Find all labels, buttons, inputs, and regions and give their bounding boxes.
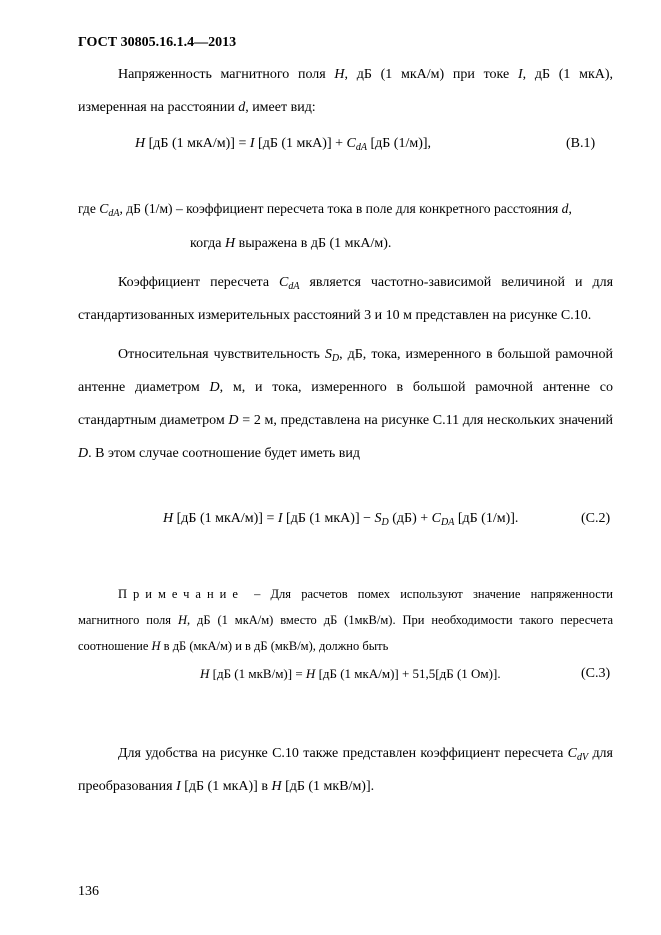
text: , дБ (1 мкА), измеренная на расстоянии	[78, 67, 614, 115]
var-d: D	[78, 446, 89, 461]
text: , дБ (1/м) – коэффициент пересчета тока в поле для конкретного расстояния	[119, 201, 562, 216]
text: [дБ (1 мкА/м)] =	[145, 136, 250, 151]
paragraph-sensitivity	[78, 338, 613, 470]
text: [дБ (1/м)].	[454, 511, 519, 526]
var-h: H	[305, 666, 316, 681]
text: [дБ (1 мкА/м)] =	[173, 511, 278, 526]
text: , м, и тока, измеренного в большой рамочной антенне со стандартным диаметром	[78, 380, 613, 428]
text: [дБ (1 мкА/м)] + 51,5[дБ (1 Ом)].	[315, 666, 501, 681]
var-c: C	[431, 511, 441, 526]
subscript: dA	[355, 142, 367, 153]
var-i: I	[517, 67, 523, 82]
subscript: dA	[108, 208, 120, 219]
page-number-text: 136	[78, 884, 99, 899]
text: когда	[190, 236, 225, 251]
var-c: C	[279, 275, 289, 290]
equation-c3	[200, 666, 501, 682]
subscript: D	[381, 517, 389, 528]
paragraph-field-strength	[78, 58, 613, 124]
equation-number-b1	[566, 136, 595, 152]
var-i: I	[176, 779, 181, 794]
text: ,	[568, 201, 572, 216]
var-c: C	[567, 746, 577, 761]
var-i: I	[249, 136, 255, 151]
text: [дБ (1 мкА)] −	[282, 511, 375, 526]
equation-c2	[163, 511, 518, 527]
var-h: H	[224, 236, 236, 251]
text: – Для расчетов помех используют значение напряженности магнитного поля	[78, 587, 613, 627]
equation-number: (С.3)	[581, 666, 611, 681]
equation-number-c2	[581, 511, 610, 527]
text: [дБ (1 мкВ/м)].	[281, 779, 375, 794]
where-line-2	[190, 236, 391, 252]
var-h: H	[334, 67, 345, 82]
text: является частотно-зависимой величиной и для стандартизованных измерительных расстояний 3 и 10 м представлен на рисунке С.10.	[78, 275, 614, 323]
equation-number-c3	[581, 666, 610, 682]
var-c: C	[346, 136, 356, 151]
subscript: D	[331, 353, 340, 364]
subscript: dV	[576, 752, 589, 763]
var-s: S	[374, 511, 382, 526]
text: Напряженность магнитного поля	[118, 67, 335, 82]
text: в дБ (мкА/м) и в дБ (мкВ/м), должно быть	[160, 639, 389, 653]
var-h: H	[177, 613, 187, 627]
text: Коэффициент пересчета	[118, 275, 280, 290]
var-d: d	[238, 100, 246, 115]
note-label: Примечание	[118, 587, 244, 601]
text: Для удобства на рисунке С.10 также представлен коэффициент пересчета	[118, 746, 568, 761]
var-d: D	[228, 413, 239, 428]
page-number	[78, 884, 99, 900]
text: для преобразования	[78, 746, 613, 794]
where-line-1	[78, 201, 572, 217]
equation-number: (С.2)	[581, 511, 611, 526]
text: , дБ (1 мкА/м) при токе	[344, 67, 518, 82]
text: [дБ (1 мкВ/м)] =	[209, 666, 306, 681]
var-h: H	[163, 511, 174, 526]
text: Относительная чувствительность	[118, 347, 325, 362]
var-d: d	[561, 201, 569, 216]
text: , дБ, тока, измеренного в большой рамочной антенне диаметром	[78, 347, 613, 395]
text: (дБ) +	[388, 511, 432, 526]
paragraph-coefficient	[78, 266, 613, 332]
var-h: H	[151, 639, 161, 653]
var-i: I	[277, 511, 283, 526]
doc-id: ГОСТ 30805.16.1.4—2013	[78, 35, 237, 50]
note-block	[78, 581, 613, 659]
text: выражена в дБ (1 мкА/м).	[235, 236, 392, 251]
equation-b1	[135, 136, 431, 152]
var-c: C	[99, 201, 109, 216]
text: [дБ (1/м)],	[366, 136, 432, 151]
text: , имеет вид:	[245, 100, 316, 115]
var-d: D	[209, 380, 220, 395]
text: = 2 м, представлена на рисунке С.11 для нескольких значений	[238, 413, 613, 428]
text: . В этом случае соотношение будет иметь вид	[88, 446, 360, 461]
subscript: DA	[440, 517, 455, 528]
paragraph-convenience	[78, 737, 613, 803]
var-h: H	[271, 779, 282, 794]
text: [дБ (1 мкА)] в	[180, 779, 272, 794]
var-s: S	[324, 347, 332, 362]
subscript: dA	[288, 281, 300, 292]
document-header	[78, 35, 236, 51]
equation-number: (В.1)	[566, 136, 596, 151]
text: , дБ (1 мкА/м) вместо дБ (1мкВ/м). При необходимости такого пересчета соотношение	[78, 613, 613, 653]
var-h: H	[200, 666, 210, 681]
text: где	[78, 201, 100, 216]
var-h: H	[135, 136, 146, 151]
text: [дБ (1 мкА)] +	[254, 136, 347, 151]
